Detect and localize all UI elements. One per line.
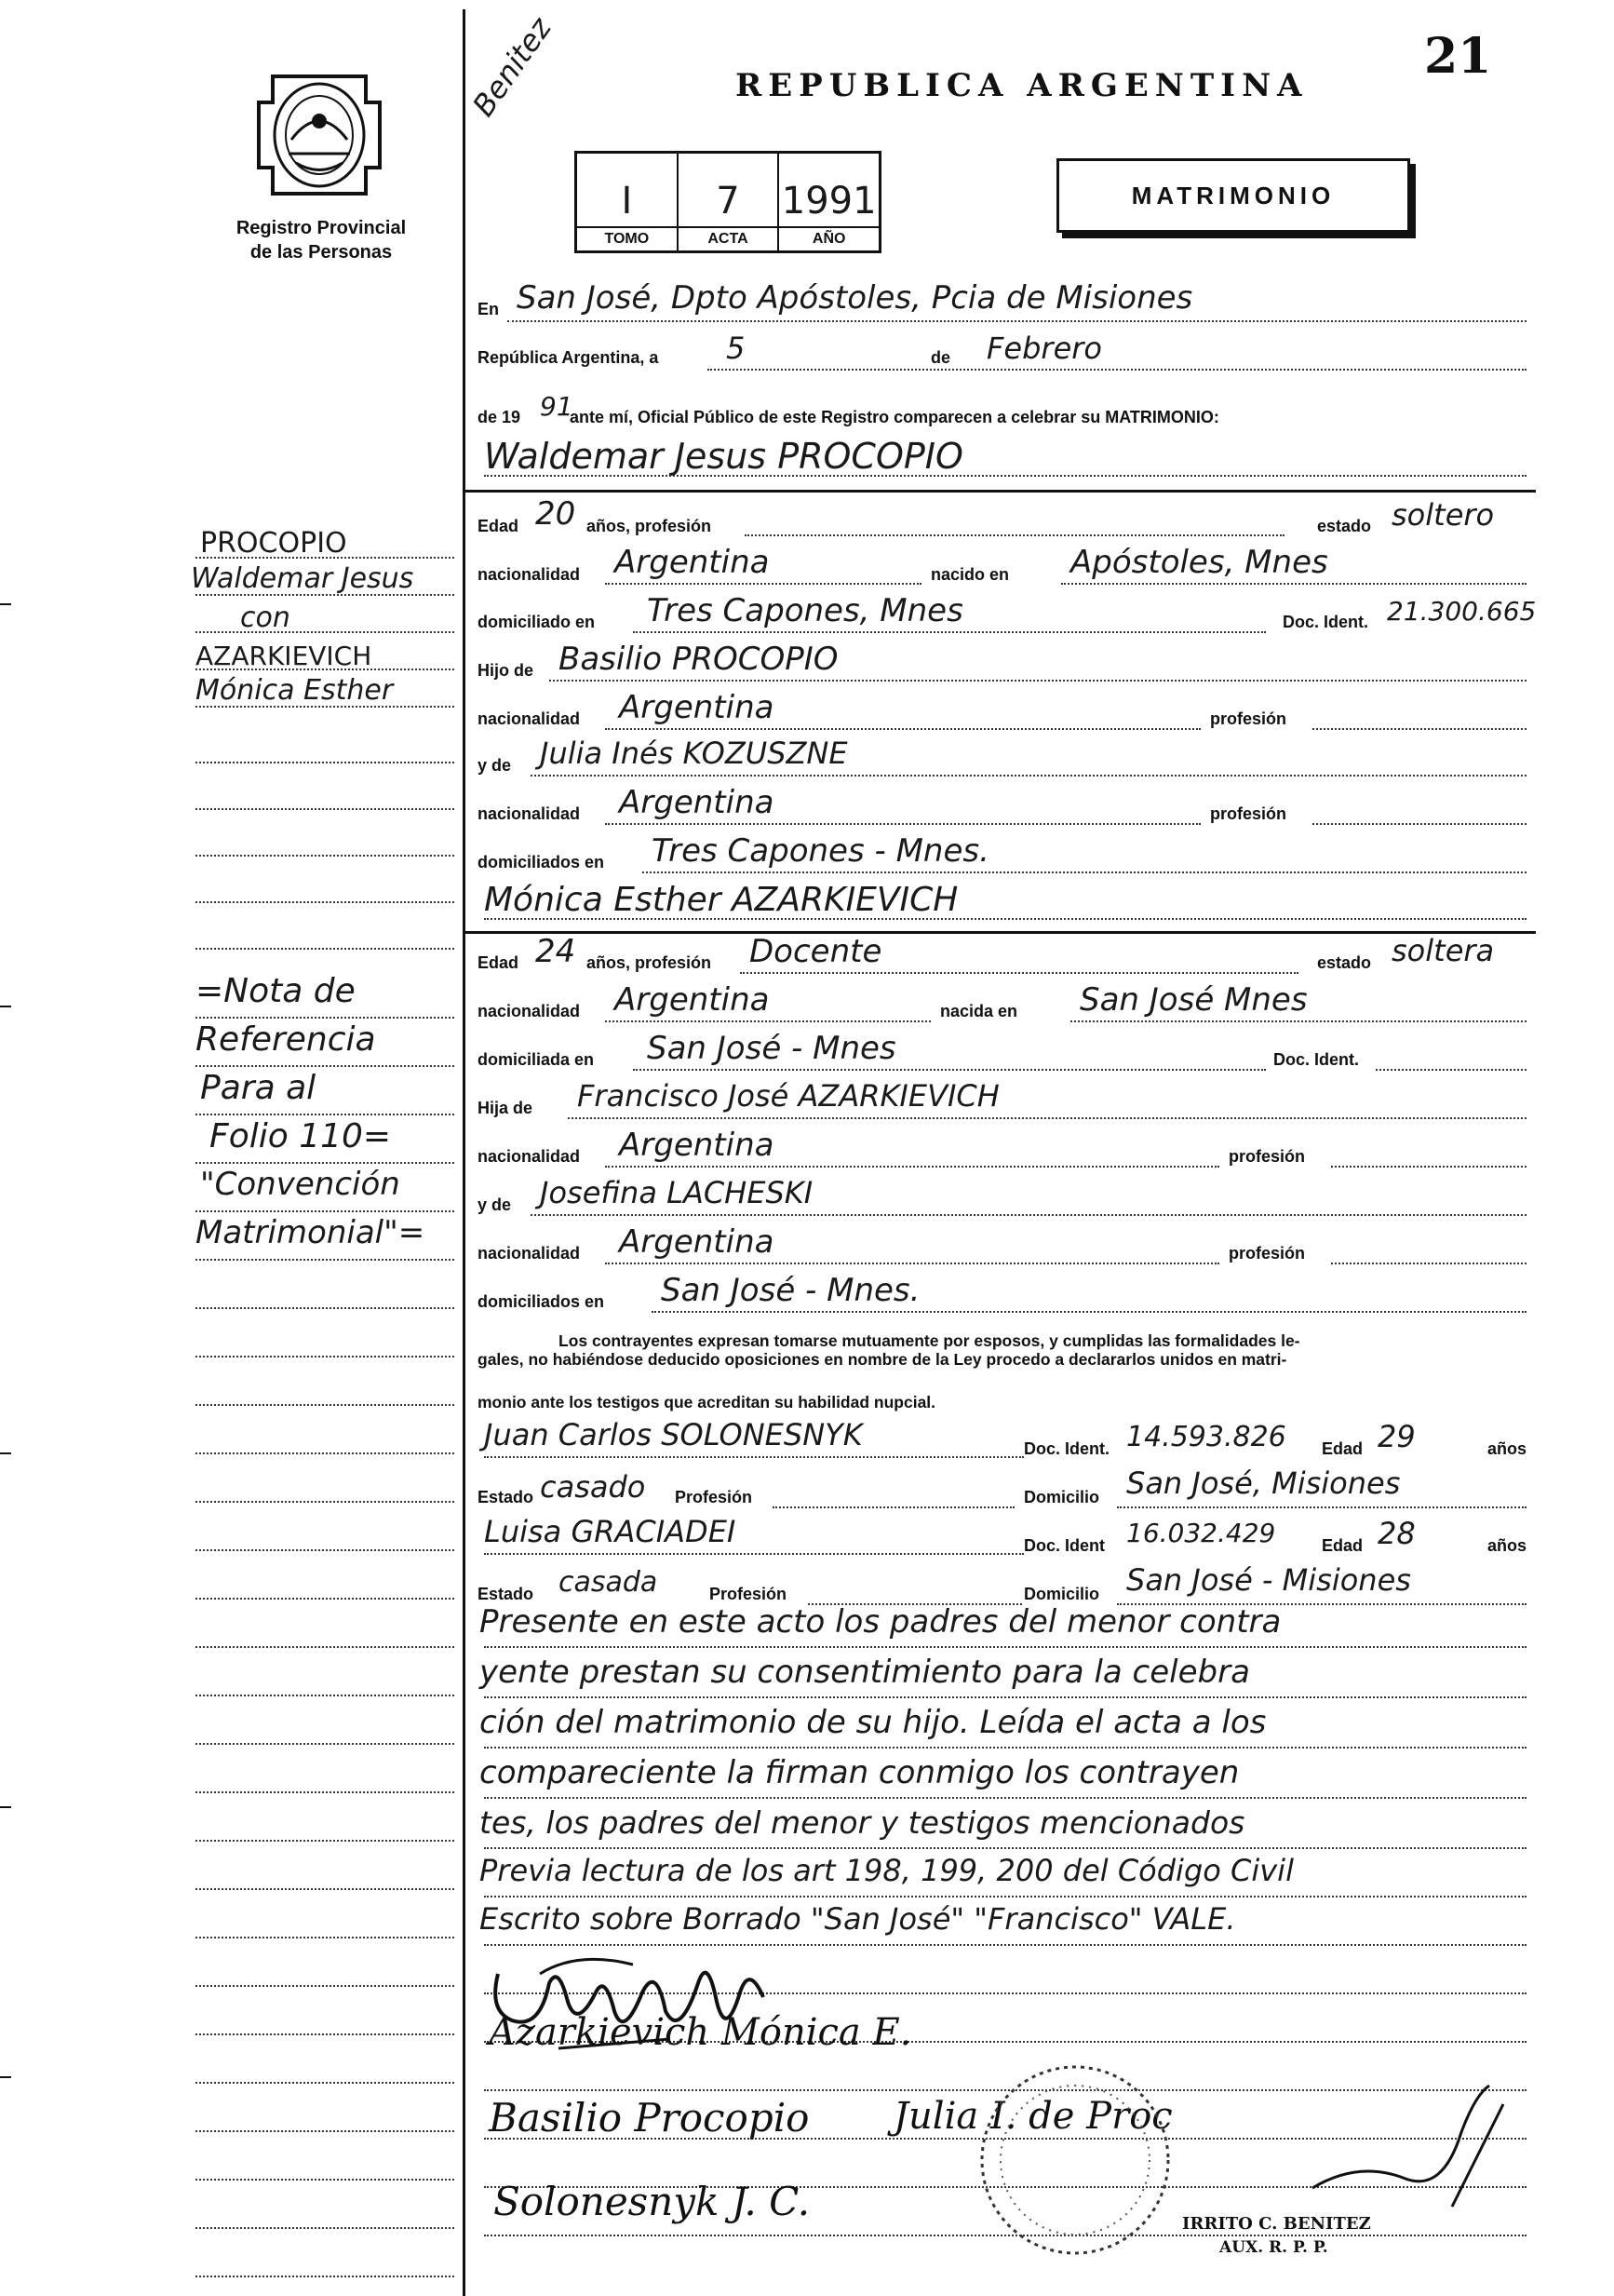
record-box — [574, 151, 881, 253]
rule — [773, 1506, 1015, 1508]
official-seal-icon — [968, 2030, 1182, 2296]
witness1-doc-label: Doc. Ident. — [1024, 1439, 1110, 1458]
legal-text-line1: Los contrayentes expresan tomarse mutuamente por esposos, y cumplidas las formalidades le- — [558, 1331, 1300, 1350]
acta-label: ACTA — [679, 226, 778, 250]
observation-line: tes, los padres del menor y testigos mencionados — [479, 1804, 1245, 1841]
witness1-estado-label: Estado — [477, 1488, 534, 1506]
margin-rule — [195, 2179, 454, 2181]
tomo-value: I — [621, 180, 633, 223]
rule — [633, 1069, 1266, 1071]
rule — [605, 1263, 1219, 1264]
bride-parents-dom: San José - Mnes. — [661, 1272, 921, 1309]
rule — [484, 1646, 1527, 1648]
rule — [1070, 1020, 1527, 1022]
groom-father-nat: Argentina — [619, 689, 774, 726]
margin-note-line: Referencia — [195, 1020, 376, 1059]
margin-rule — [195, 1065, 454, 1067]
witness2-edad-label: Edad — [1322, 1536, 1364, 1555]
witness2-dom-label: Domicilio — [1024, 1585, 1100, 1603]
margin-note-name: Benitez — [465, 10, 558, 123]
country-title: REPUBLICA ARGENTINA — [735, 67, 1309, 104]
groom-mother: Julia Inés KOZUSZNE — [540, 736, 848, 771]
rule — [531, 775, 1527, 777]
rule — [1331, 1263, 1527, 1264]
act-type-box: MATRIMONIO — [1056, 158, 1410, 233]
bride-age: 24 — [535, 933, 576, 970]
rule — [1312, 823, 1527, 825]
margin-rule — [195, 1549, 454, 1551]
margin-note-line: Para al — [200, 1069, 316, 1107]
margin-rule — [195, 1114, 454, 1115]
bride-doc-label: Doc. Ident. — [1273, 1050, 1360, 1069]
observation-line: yente prestan su consentimiento para la celebra — [479, 1654, 1250, 1691]
marriage-day: 5 — [726, 331, 746, 366]
groom-dom-label: domiciliado en — [477, 613, 596, 631]
bride-mother-nat: Argentina — [619, 1223, 774, 1261]
bride-full-name: Mónica Esther AZARKIEVICH — [484, 881, 959, 919]
witness2-estado-label: Estado — [477, 1585, 534, 1603]
bride-domicile: San José - Mnes — [647, 1030, 896, 1067]
rule — [1312, 728, 1527, 730]
witness1-prof-label: Profesión — [675, 1488, 753, 1506]
witness1-edad-label: Edad — [1322, 1439, 1364, 1458]
rule — [484, 1553, 1024, 1555]
margin-rule — [195, 1501, 454, 1503]
groom-profesion-label: años, profesión — [586, 517, 712, 535]
bride-nat-label: nacionalidad — [477, 1002, 581, 1020]
rule — [745, 534, 1284, 536]
groom-mother-label: y de — [477, 756, 512, 775]
groom-father: Basilio PROCOPIO — [558, 641, 839, 678]
year-prefix: de 19 — [477, 408, 521, 426]
bride-estado: soltera — [1392, 933, 1495, 968]
bride-mother-label: y de — [477, 1195, 512, 1214]
rule — [507, 320, 1527, 322]
margin-rule — [195, 948, 454, 950]
rule — [605, 583, 921, 585]
observation-line: Escrito sobre Borrado "San José" "Francisco" VALE. — [479, 1901, 1236, 1937]
witness2-age: 28 — [1378, 1516, 1416, 1551]
groom-nationality: Argentina — [614, 544, 770, 581]
ano-value: 1991 — [781, 180, 877, 223]
rule — [484, 1456, 1024, 1458]
margin-con: con — [240, 601, 290, 634]
rule — [1376, 1069, 1527, 1071]
coat-of-arms-icon — [249, 65, 389, 205]
edge-mark — [0, 2076, 11, 2078]
witness2-prof-label: Profesión — [709, 1585, 787, 1603]
groom-mother-nat-label: nacionalidad — [477, 804, 581, 823]
witness1-domicile: San José, Misiones — [1126, 1465, 1401, 1501]
witness2-domicile: San José - Misiones — [1126, 1562, 1411, 1598]
bride-parents-dom-label: domiciliados en — [477, 1292, 605, 1311]
rule — [605, 1020, 931, 1022]
witness2-name: Luisa GRACIADEI — [484, 1514, 736, 1549]
rule — [531, 1214, 1527, 1216]
witness1-doc: 14.593.826 — [1126, 1421, 1286, 1453]
rule — [642, 871, 1527, 873]
edge-mark — [0, 1006, 11, 1007]
witness2-anos-label: años — [1487, 1536, 1527, 1555]
bride-estado-label: estado — [1317, 953, 1372, 972]
margin-rule — [195, 1791, 454, 1793]
rule — [484, 1896, 1527, 1898]
bride-father-label: Hija de — [477, 1099, 533, 1117]
officer-name: IRRITO C. BENITEZ — [1182, 2214, 1371, 2234]
rule — [484, 1847, 1527, 1849]
registry-line1: Registro Provincial — [235, 218, 407, 238]
witness1-anos-label: años — [1487, 1439, 1527, 1458]
legal-text-line3: monio ante los testigos que acreditan su habilidad nupcial. — [477, 1393, 936, 1411]
observation-line: Previa lectura de los art 198, 199, 200 del Código Civil — [479, 1853, 1294, 1888]
witness1-estado: casado — [540, 1469, 646, 1505]
groom-domicile: Tres Capones, Mnes — [647, 592, 963, 629]
rule — [740, 972, 1298, 974]
margin-note-line: Matrimonial"= — [195, 1214, 425, 1251]
marriage-month: Febrero — [987, 331, 1102, 366]
rule — [1061, 583, 1527, 585]
bride-mother: Josefina LACHESKI — [540, 1175, 814, 1210]
observation-line: ción del matrimonio de su hijo. Leída el acta a los — [479, 1704, 1267, 1741]
groom-father-prof-label: profesión — [1210, 709, 1287, 728]
margin-bride-surname: AZARKIEVICH — [195, 641, 372, 671]
witness1-age: 29 — [1378, 1419, 1416, 1454]
groom-nat-label: nacionalidad — [477, 565, 581, 584]
margin-rule — [195, 1695, 454, 1696]
section-rule — [465, 490, 1536, 493]
groom-father-nat-label: nacionalidad — [477, 709, 581, 728]
bride-profession: Docente — [749, 933, 882, 970]
margin-rule — [195, 1888, 454, 1890]
margin-groom-names: Waldemar Jesus — [191, 562, 414, 595]
page-number: 21 — [1424, 28, 1492, 85]
margin-rule — [195, 1259, 454, 1261]
bride-nacida-label: nacida en — [940, 1002, 1018, 1020]
rule — [568, 1117, 1527, 1119]
witness2-doc-label: Doc. Ident — [1024, 1536, 1106, 1555]
acta-cell — [679, 154, 780, 250]
margin-bride-names: Mónica Esther — [195, 674, 394, 707]
margin-rule — [195, 1985, 454, 1987]
witness2-doc: 16.032.429 — [1126, 1518, 1276, 1548]
margin-note-line: "Convención — [200, 1166, 400, 1203]
margin-rule — [195, 808, 454, 810]
margin-rule — [195, 1210, 454, 1212]
groom-parents-dom: Tres Capones - Mnes. — [652, 832, 989, 870]
witness1-name: Juan Carlos SOLONESNYK — [484, 1417, 863, 1452]
margin-rule — [195, 855, 454, 857]
margin-rule — [195, 631, 454, 633]
margin-rule — [195, 1162, 454, 1164]
observation-line: compareciente la firman conmigo los contrayen — [479, 1754, 1240, 1791]
tomo-cell — [577, 154, 679, 250]
rule — [707, 369, 1527, 371]
rule — [605, 1166, 1219, 1168]
en-label: En — [477, 300, 500, 318]
ano-cell — [779, 154, 879, 250]
margin-rule — [195, 1646, 454, 1648]
rule — [652, 1311, 1527, 1313]
groom-mother-nat: Argentina — [619, 784, 774, 821]
edge-mark — [0, 603, 11, 605]
margin-rule — [195, 1840, 454, 1842]
bride-birthplace: San José Mnes — [1080, 981, 1308, 1019]
groom-age: 20 — [535, 495, 576, 533]
bride-father-prof-label: profesión — [1229, 1147, 1306, 1166]
groom-nacido-label: nacido en — [931, 565, 1010, 584]
bride-profesion-label: años, profesión — [586, 953, 712, 972]
margin-groom-surname: PROCOPIO — [200, 527, 347, 560]
groom-edad-label: Edad — [477, 517, 519, 535]
rule — [605, 728, 1201, 730]
groom-father-label: Hijo de — [477, 661, 534, 680]
rule — [484, 475, 1527, 477]
margin-rule — [195, 1404, 454, 1406]
registry-line2: de las Personas — [249, 242, 393, 263]
margin-rule — [195, 1017, 454, 1019]
margin-rule — [195, 2033, 454, 2035]
rule — [1331, 1166, 1527, 1168]
witness2-estado: casada — [558, 1566, 658, 1599]
signature-witness: Solonesnyk J. C. — [493, 2179, 811, 2224]
bride-mother-nat-label: nacionalidad — [477, 1244, 581, 1263]
margin-rule — [195, 2227, 454, 2229]
rule — [484, 1747, 1527, 1749]
rule — [549, 680, 1527, 682]
margin-rule — [195, 2276, 454, 2277]
tomo-label: TOMO — [577, 226, 677, 250]
groom-parents-dom-label: domiciliados en — [477, 853, 605, 871]
groom-doc: 21.300.665 — [1387, 596, 1537, 627]
margin-rule — [195, 1743, 454, 1745]
bride-father: Francisco José AZARKIEVICH — [577, 1078, 1000, 1114]
bride-edad-label: Edad — [477, 953, 519, 972]
republica-label: República Argentina, a — [477, 348, 659, 367]
margin-rule — [195, 1356, 454, 1357]
ano-label: AÑO — [779, 226, 879, 250]
signature-groom-father: Basilio Procopio — [489, 2095, 810, 2141]
groom-birthplace: Apóstoles, Mnes — [1070, 544, 1328, 581]
rule — [484, 918, 1527, 920]
margin-rule — [195, 1307, 454, 1309]
margin-rule — [195, 1452, 454, 1454]
groom-estado: soltero — [1392, 497, 1495, 533]
bride-dom-label: domiciliada en — [477, 1050, 595, 1069]
margin-rule — [195, 1598, 454, 1600]
bride-nationality: Argentina — [614, 981, 770, 1019]
acta-value: 7 — [716, 180, 740, 223]
de-label: de — [931, 348, 951, 367]
rule — [484, 1797, 1527, 1799]
groom-estado-label: estado — [1317, 517, 1372, 535]
officer-signature — [1303, 2076, 1508, 2216]
column-divider — [463, 9, 465, 2296]
rule — [633, 631, 1266, 633]
appearance-sentence: ante mí, Oficial Público de este Registro comparecen a celebrar su MATRIMONIO: — [570, 408, 1219, 426]
signature-bride: Azarkievich Mónica E. — [489, 2011, 912, 2054]
registry-name — [186, 216, 456, 264]
margin-rule — [195, 1937, 454, 1938]
marriage-place: San José, Dpto Apóstoles, Pcia de Misiones — [517, 279, 1193, 317]
margin-rule — [195, 2082, 454, 2084]
year-suffix: 91 — [540, 391, 573, 422]
observation-line: Presente en este acto los padres del menor contra — [479, 1603, 1282, 1641]
margin-note-line: Folio 110= — [209, 1117, 392, 1155]
edge-mark — [0, 1452, 11, 1454]
rule — [605, 823, 1201, 825]
witness1-dom-label: Domicilio — [1024, 1488, 1100, 1506]
margin-note-line: =Nota de — [195, 972, 356, 1010]
legal-text-line2: gales, no habiéndose deducido oposiciones en nombre de la Ley procedo a declararlos unidos en matri- — [477, 1350, 1287, 1369]
officer-title: AUX. R. P. P. — [1219, 2238, 1328, 2257]
rule — [484, 1696, 1527, 1698]
bride-father-nat-label: nacionalidad — [477, 1147, 581, 1166]
edge-mark — [0, 1806, 11, 1808]
margin-rule — [195, 762, 454, 763]
margin-rule — [195, 2130, 454, 2132]
groom-full-name: Waldemar Jesus PROCOPIO — [484, 436, 963, 477]
signature-groom-mother: Julia I. de Proc — [894, 2095, 1173, 2138]
margin-rule — [195, 901, 454, 903]
groom-doc-label: Doc. Ident. — [1283, 613, 1369, 631]
section-rule — [465, 931, 1536, 934]
bride-mother-prof-label: profesión — [1229, 1244, 1306, 1263]
rule — [1117, 1506, 1527, 1508]
bride-father-nat: Argentina — [619, 1127, 774, 1164]
groom-mother-prof-label: profesión — [1210, 804, 1287, 823]
